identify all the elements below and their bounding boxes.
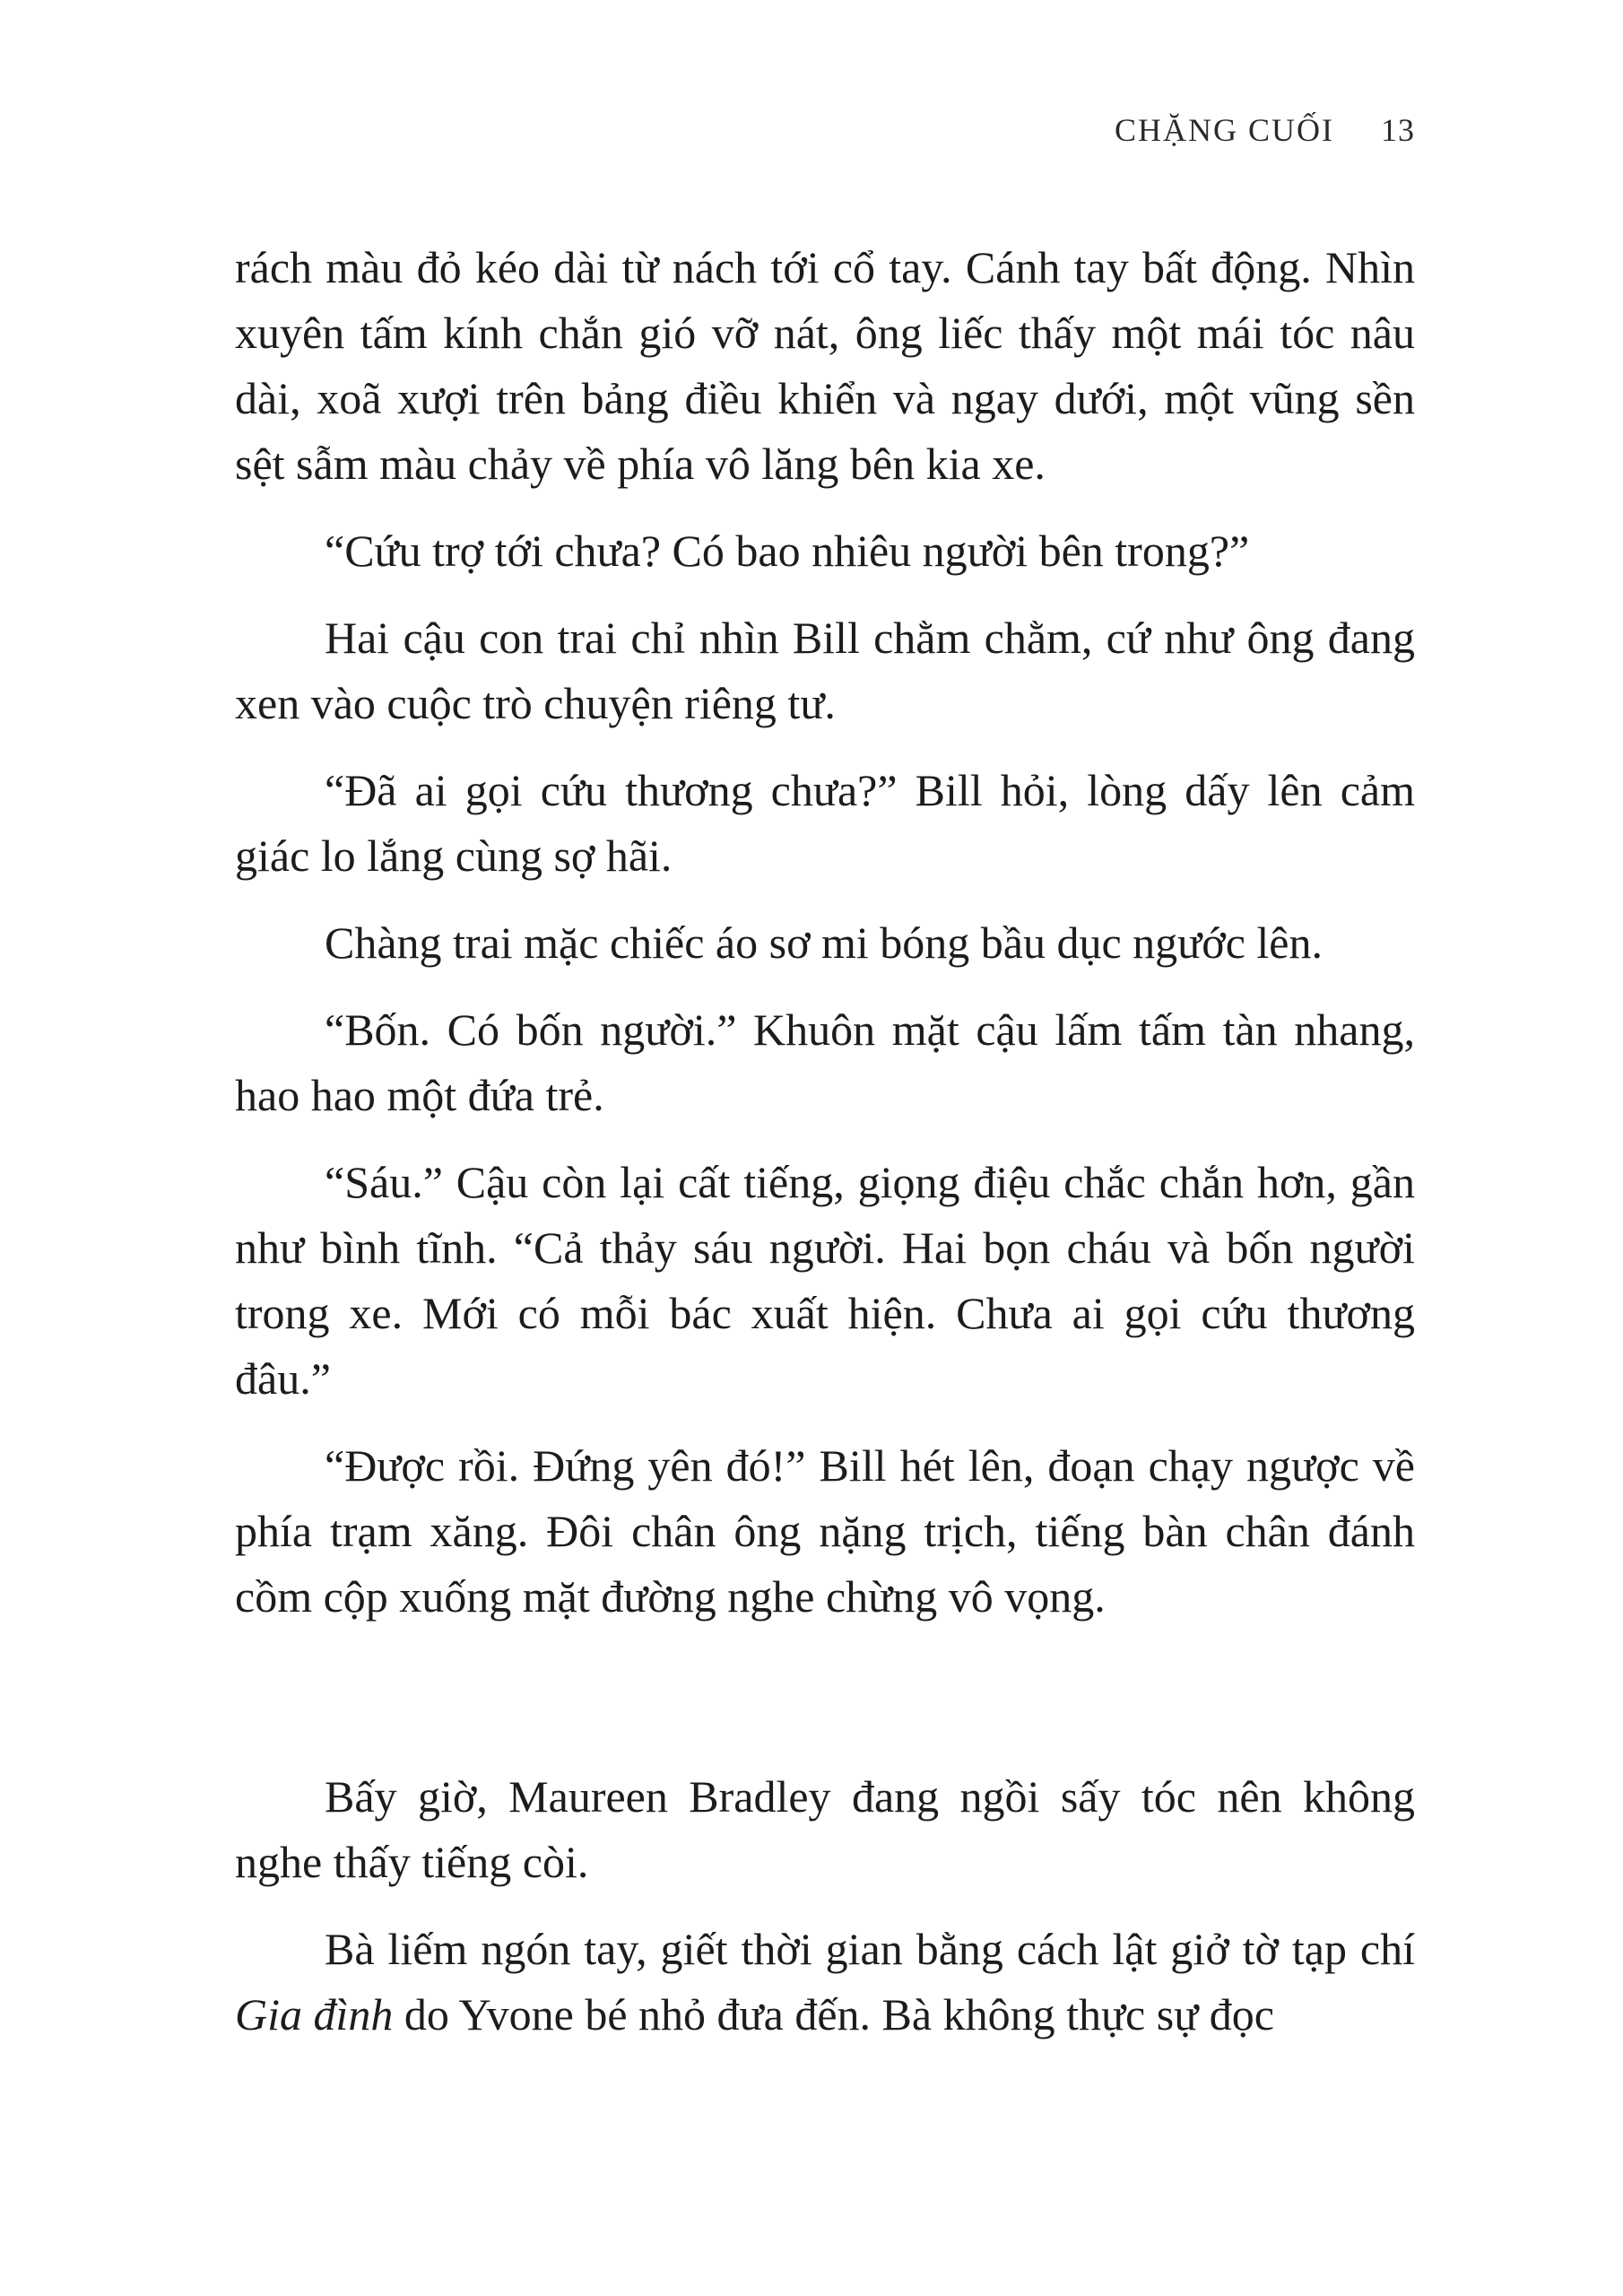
- paragraph-9: Bấy giờ, Maureen Bradley đang ngồi sấy tóc nên không nghe thấy tiếng còi.: [235, 1771, 1415, 1887]
- paragraph-4: “Đã ai gọi cứu thương chưa?” Bill hỏi, lòng dấy lên cảm giác lo lắng cùng sợ hãi.: [235, 765, 1415, 881]
- paragraph-10-start: Bà liếm ngón tay, giết thời gian bằng cách lật giở tờ tạp chí: [325, 1924, 1415, 1974]
- paragraph-10-end: do Yvone bé nhỏ đưa đến. Bà không thực sự đọc: [393, 1989, 1274, 2039]
- body-text: [235, 235, 1415, 2069]
- paragraph-10: [235, 1917, 1415, 2048]
- paragraph-5: Chàng trai mặc chiếc áo sơ mi bóng bầu dục ngước lên.: [325, 918, 1323, 968]
- paragraph-3: Hai cậu con trai chỉ nhìn Bill chằm chằm, cứ như ông đang xen vào cuộc trò chuyện riêng tư.: [235, 613, 1415, 728]
- paragraph-6: “Bốn. Có bốn người.” Khuôn mặt cậu lấm tấm tàn nhang, hao hao một đứa trẻ.: [235, 1004, 1415, 1120]
- magazine-title: Gia đình: [235, 1989, 394, 2039]
- paragraph-2: “Cứu trợ tới chưa? Có bao nhiêu người bên trong?”: [325, 526, 1250, 576]
- running-header: [1115, 111, 1415, 149]
- chapter-title: CHẶNG CUỐI: [1115, 112, 1334, 148]
- page-number: 13: [1381, 112, 1415, 148]
- paragraph-1: rách màu đỏ kéo dài từ nách tới cổ tay. Cánh tay bất động. Nhìn xuyên tấm kính chắn gió vỡ nát, ông liếc thấy một mái tóc nâu dài, xoã xượi trên bảng điều khiển và ngay dưới, một vũng sền sệt sẫm màu chảy về phía vô lăng bên kia xe.: [235, 242, 1415, 489]
- paragraph-8: “Được rồi. Đứng yên đó!” Bill hét lên, đoạn chạy ngược về phía trạm xăng. Đôi chân ông nặng trịch, tiếng bàn chân đánh cồm cộp xuống mặt đường nghe chừng vô vọng.: [235, 1440, 1415, 1622]
- paragraph-7: “Sáu.” Cậu còn lại cất tiếng, giọng điệu chắc chắn hơn, gần như bình tĩnh. “Cả thảy sáu người. Hai bọn cháu và bốn người trong xe. Mới có mỗi bác xuất hiện. Chưa ai gọi cứu thương đâu.”: [235, 1157, 1415, 1404]
